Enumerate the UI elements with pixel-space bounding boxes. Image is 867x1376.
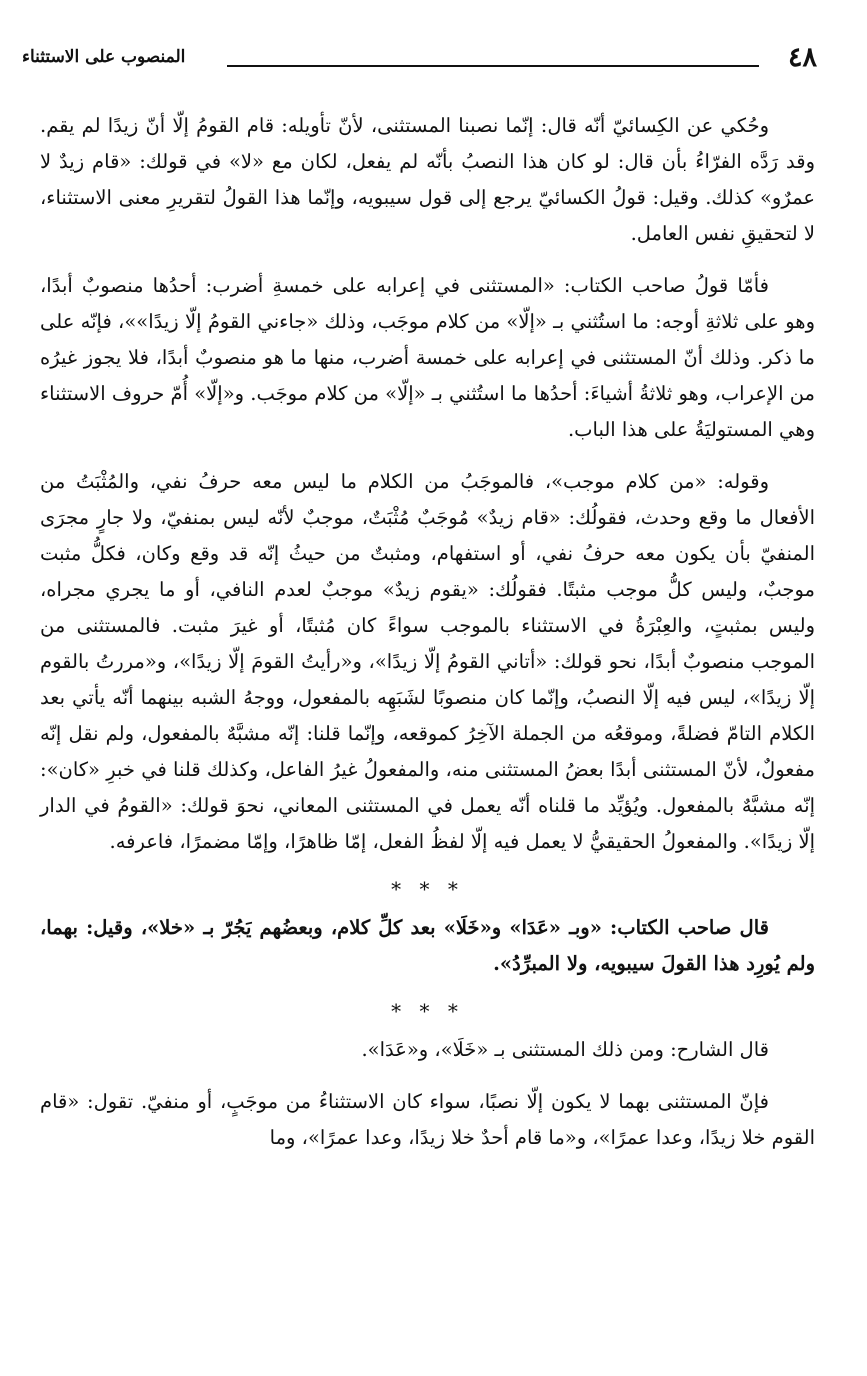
paragraph-khala-ada: فإنّ المستثنى بهما لا يكون إلّا نصبًا، سواء كان الاستثناءُ من موجَبٍ، أو منفيّ. تقول: «قام القوم خلا زيدًا، وعدا عمرًا»، و«ما قام أحدٌ خلا زيدًا، وعدا عمرًا»، وما <box>40 1090 815 1149</box>
page-body <box>40 108 815 1172</box>
page-header <box>22 38 817 78</box>
paragraph-commentator: قال الشارح: ومن ذلك المستثنى بـ «خَلَا»، و«عَدَا». <box>361 1038 769 1061</box>
paragraph-author-quote: قال صاحب الكتاب: «وبـ «عَدَا» و«خَلَا» بعد كلِّ كلام، وبعضُهم يَجُرّ بـ «خلا»، وقيل: بهما، ولم يُورِد هذا القولَ سيبويه، ولا المبرِّدُ». <box>40 916 815 975</box>
section-ornament: * * * <box>391 999 464 1023</box>
header-rule <box>227 65 759 67</box>
page-number: ٤٨ <box>787 42 817 73</box>
paragraph-author-statement: فأمّا قولُ صاحب الكتاب: «المستثنى في إعرابه على خمسةِ أضرب: أحدُها منصوبٌ أبدًا، وهو على ثلاثةِ أوجه: ما استُثني بـ «إلّا» من كلام موجَب، وذلك «جاءني القومُ إلّا زيدًا»»، فإنّه على ما ذكر. وذلك أنّ المستثنى في إعرابه على خمسة أضرب، منها ما هو منصوبٌ أبدًا، فلا يجوز غيرُه من الإعراب، وهو ثلاثةُ أشياءَ: أحدُها ما استُثني بـ «إلّا» من كلام موجَب. و«إلّا» أُمّ حروف الاستثناء وهي المستوليَةُ على هذا الباب. <box>40 274 815 441</box>
paragraph-kisai: وحُكي عن الكِسائيّ أنّه قال: إنّما نصبنا المستثنى، لأنّ تأويله: قام القومُ إلّا أنّ زيدًا لم يقم. وقد رَدَّه الفرّاءُ بأن قال: لو كان هذا النصبُ بأنّه لم يفعل، لكان مع «لا» في قولك: «قام زيدٌ لا عمرٌو» كذلك. وقيل: قولُ الكسائيّ يرجع إلى قول سيبويه، وإنّما هذا القولُ لتقريرِ معنى الاستثناء، لا لتحقيقِ نفس العامل. <box>40 114 815 245</box>
running-title: المنصوب على الاستثناء <box>22 47 186 67</box>
paragraph-mujab: وقوله: «من كلام موجب»، فالموجَبُ من الكلام ما ليس معه حرفُ نفي، والمُثْبَتُ من الأفعال ما وقع وحدث، فقولُك: «قام زيدٌ» مُوجَبٌ مُثْبَتٌ، موجبٌ لأنّه ليس بمنفيّ، ولا جارٍ مجرَى المنفيّ بأن يكون معه حرفُ نفي، أو استفهام، ومثبتٌ من حيثُ إنّه قد وقع وكان، فكلُّ مثبت موجبٌ، وليس كلُّ موجب مثبتًا. فقولُك: «يقوم زيدٌ» موجبٌ لعدم النافي، أو ما يجري مجراه، وليس بمثبتٍ، والعِبْرَةُ في الاستثناء بالموجب سواءً كان مُثبتًا، أو غيرَ مثبت. فالمستثنى من الموجب منصوبٌ أبدًا، نحو قولك: «أتاني القومُ إلّا زيدًا»، و«رأيتُ القومَ إلّا زيدًا»، و«مررتُ بالقوم إلّا زيدًا»، ليس فيه إلّا النصبُ، وإنّما كان منصوبًا لشَبَهِه بالمفعول، ووجهُ الشبه بينهما أنّه يأتي بعد الكلام التامّ فضلةً، وموقعُه من الجملة الآخِرُ كموقعه، وإنّما قلنا: إنّه مشبَّهٌ بالمفعول، ولم نقل إنّه مفعولٌ، لأنّ المستثنى أبدًا بعضُ المستثنى منه، والمفعولُ غيرُ الفاعل، وكذلك قلنا في خبرِ «كان»: إنّه مشبَّهٌ بالمفعول. ويُؤيِّد ما قلناه أنّه يعمل في المستثنى المعاني، نحوَ قولك: «القومُ في الدار إلّا زيدًا». والمفعولُ الحقيقيُّ لا يعمل فيه إلّا لفظُ الفعل، إمّا ظاهرًا، وإمّا مضمرًا، فاعرفه. <box>40 470 815 853</box>
section-ornament: * * * <box>391 877 464 901</box>
